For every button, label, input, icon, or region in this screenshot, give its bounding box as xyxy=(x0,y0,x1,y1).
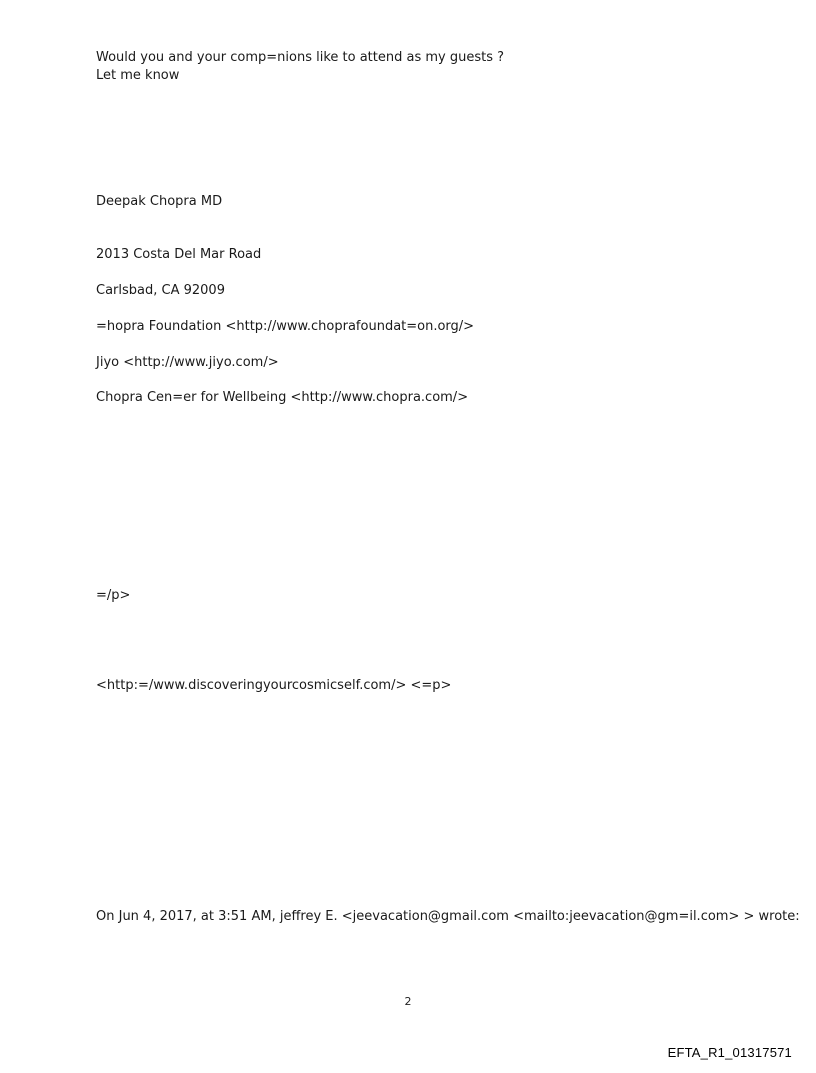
signature-city: Carlsbad, CA 92009 xyxy=(96,283,225,298)
signature-street: 2013 Costa Del Mar Road xyxy=(96,247,262,262)
let-me-know-line: Let me know xyxy=(96,68,180,83)
bates-number: EFTA_R1_01317571 xyxy=(667,1045,792,1060)
invite-line: Would you and your comp=nions like to attend as my guests ? xyxy=(96,50,505,65)
page-number: 2 xyxy=(404,995,412,1008)
quoted-reply-header: On Jun 4, 2017, at 3:51 AM, jeffrey E. <jeevacation@gmail.com <mailto:jeevacation@gm=il.com> > wrote: xyxy=(96,909,800,924)
signature-jiyo-link: Jiyo <http://www.jiyo.com/> xyxy=(96,355,279,370)
signature-foundation-link: =hopra Foundation <http://www.choprafoundat=on.org/> xyxy=(96,319,475,334)
signature-center-link: Chopra Cen=er for Wellbeing <http://www.chopra.com/> xyxy=(96,390,469,405)
signature-name: Deepak Chopra MD xyxy=(96,194,223,209)
stray-html-tag: =/p> xyxy=(96,588,131,603)
cosmic-self-link: <http:=/www.discoveringyourcosmicself.com/> <=p> xyxy=(96,678,452,693)
